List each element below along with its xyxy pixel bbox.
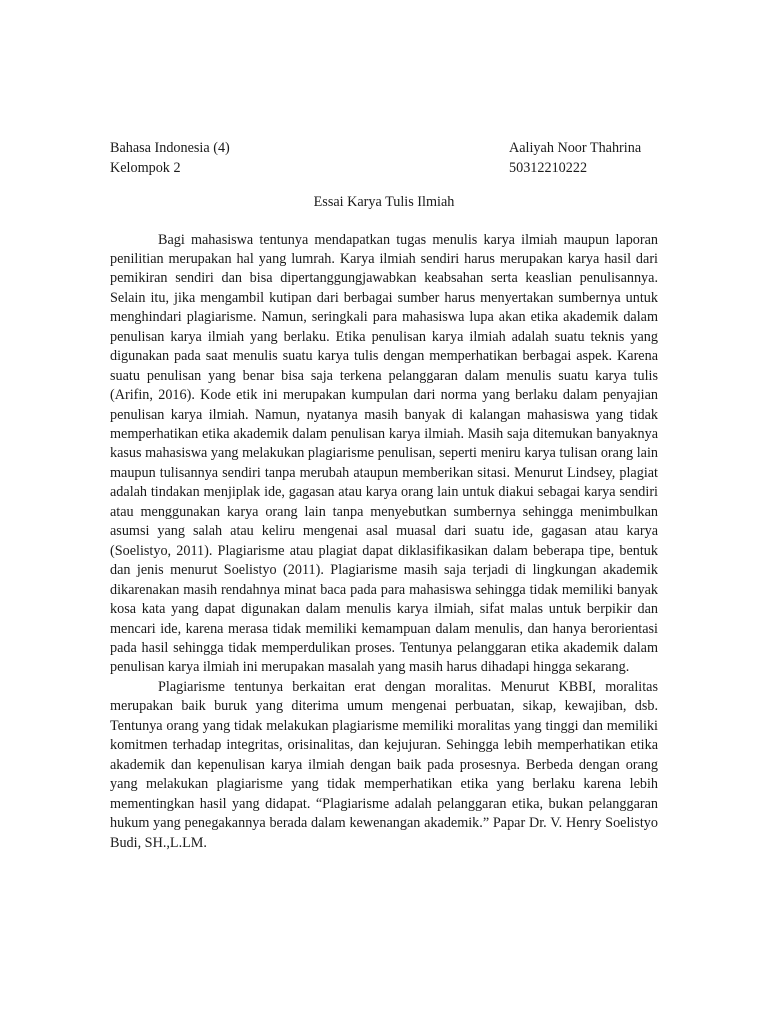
- group-name: Kelompok 2: [110, 159, 181, 176]
- document-page: [110, 139, 658, 853]
- paragraph-1: Bagi mahasiswa tentunya mendapatkan tugas menulis karya ilmiah maupun laporan penilitian merupakan hal yang lumrah. Karya ilmiah sendiri harus merupakan karya hasil dari pemikiran sendiri dan bisa dipertanggungjawabkan keabsahan serta keaslian penulisannya. Selain itu, jika mengambil kutipan dari berbagai sumber harus menyertakan sumbernya untuk menghindari plagiarisme. Namun, seringkali para mahasiswa lupa akan etika akademik dalam penulisan karya ilmiah yang berlaku. Etika penulisan karya ilmiah adalah suatu teknis yang digunakan pada saat menulis suatu karya tulis dengan memperhatikan berbagai aspek. Karena suatu penulisan yang benar bisa saja terkena pelanggaran dalam menulis suatu karya tulis (Arifin, 2016). Kode etik ini merupakan kumpulan dari norma yang berlaku dalam penyajian penulisan karya ilmiah. Namun, nyatanya masih banyak di kalangan mahasiswa yang tidak memperhatikan etika akademik dalam penulisan karya ilmiah. Masih saja ditemukan banyaknya kasus mahasiswa yang melakukan plagiarisme penulisan, seperti meniru karya tulisan orang lain maupun tulisannya sendiri tanpa merubah ataupun memberikan sitasi. Menurut Lindsey, plagiat adalah tindakan menjiplak ide, gagasan atau karya orang lain untuk diakui sebagai karya sendiri atau menggunakan karya orang lain tanpa menyebutkan sumbernya sehingga menimbulkan asumsi yang salah atau keliru mengenai asal muasal dari suatu ide, gagasan atau karya (Soelistyo, 2011). Plagiarisme atau plagiat dapat diklasifikasikan dalam beberapa tipe, bentuk dan jenis menurut Soelistyo (2011). Plagiarisme masih saja terjadi di lingkungan akademik dikarenakan masih rendahnya minat baca pada para mahasiswa sehingga tidak memiliki banyak kosa kata yang dapat digunakan dalam menulis karya ilmiah, sifat malas untuk berpikir dan mencari ide, karena merasa tidak memiliki kemampuan dalam menulis, dan hanya berorientasi pada hasil sehingga tidak memperdulikan proses. Tentunya pelanggaran etika akademik dalam penulisan karya ilmiah ini merupakan masalah yang masih harus dihadapi hingga sekarang.: [110, 231, 658, 676]
- paragraph-2: Plagiarisme tentunya berkaitan erat dengan moralitas. Menurut KBBI, moralitas merupakan baik buruk yang diterima umum mengenai perbuatan, sikap, kewajiban, dsb. Tentunya orang yang tidak melakukan plagiarisme memiliki moralitas yang tinggi dan memiliki komitmen terhadap integritas, orisinalitas, dan kejujuran. Sehingga lebih memperhatikan etika akademik dan kepenulisan karya ilmiah dengan baik pada prosesnya. Berbeda dengan orang yang melakukan plagiarisme yang tidak memperhatikan etika yang berlaku karena lebih mementingkan hasil yang didapat. “Plagiarisme adalah pelanggaran etika, bukan pelanggaran hukum yang penegakannya berada dalam kewenangan akademik.” Papar Dr. V. Henry Soelistyo Budi, SH.,L.LM.: [110, 678, 658, 851]
- author-name: Aaliyah Noor Thahrina: [509, 140, 642, 156]
- essay-body: [110, 231, 658, 854]
- header-row-2: [110, 159, 658, 179]
- essay-title: Essai Karya Tulis Ilmiah: [313, 194, 455, 210]
- student-id: 50312210222: [509, 159, 588, 176]
- header-row-1: [110, 139, 658, 159]
- course-name: Bahasa Indonesia (4): [110, 140, 230, 156]
